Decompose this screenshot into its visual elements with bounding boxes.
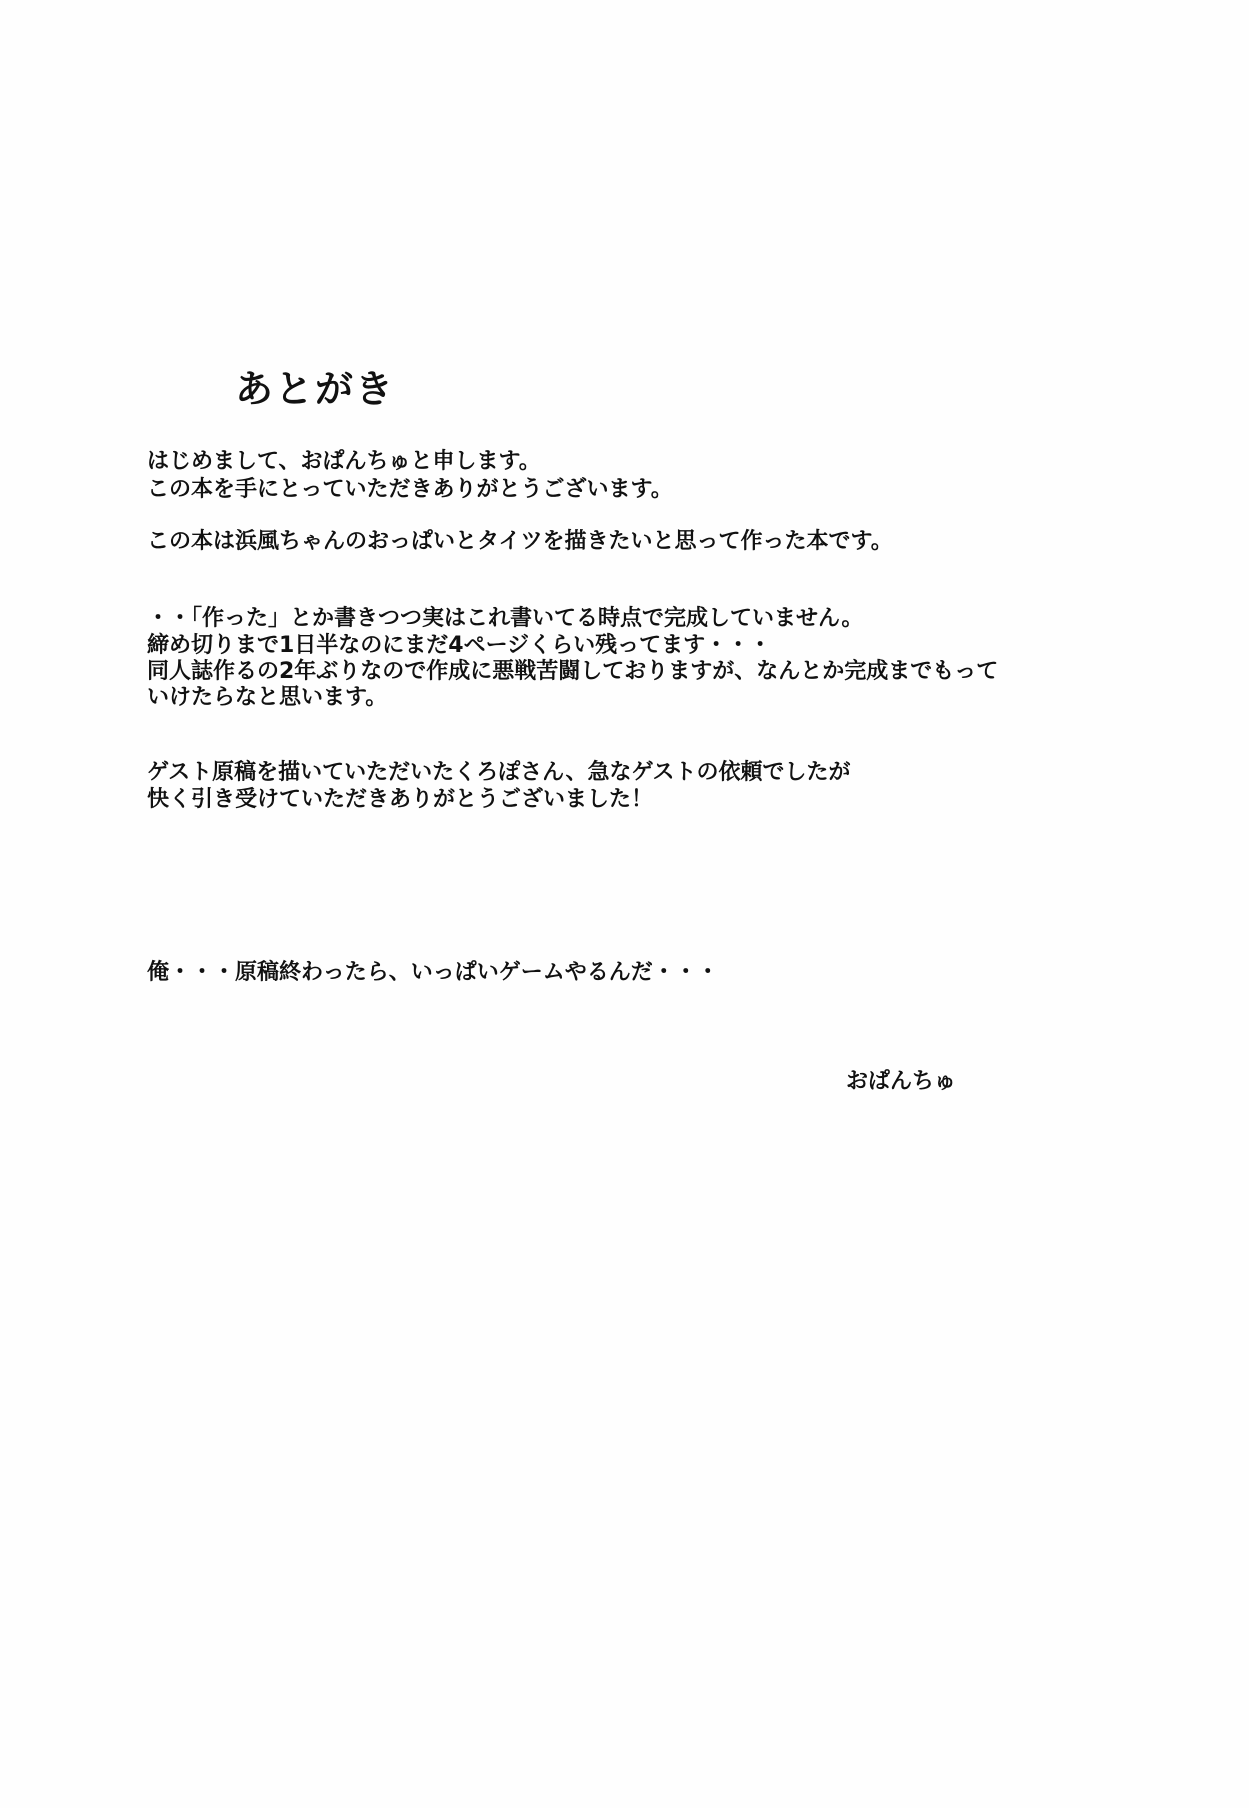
author-signature: おぱんちゅ [846,1069,957,1094]
page-title: あとがき [235,367,396,411]
text-line: ・・「作った」とか書きつつ実はこれ書いてる時点で完成していません。 [147,606,864,631]
text-line: 俺・・・原稿終わったら、いっぱいゲームやるんだ・・・ [147,960,719,985]
text-line: 締め切りまで1日半なのにまだ4ページくらい残ってます・・・ [147,633,772,658]
text-line: ゲスト原稿を描いていただいたくろぽさん、急なゲストの依頼でしたが [147,760,851,785]
text-line: 快く引き受けていただきありがとうございました！ [147,787,654,812]
text-line: この本は浜風ちゃんのおっぱいとタイツを描きたいと思って作った本です。 [147,529,893,554]
text-line: 同人誌作るの2年ぶりなので作成に悪戦苦闘しておりますが、なんとか完成までもって [147,659,999,684]
text-line: いけたらなと思います。 [147,685,388,710]
text-line: はじめまして、おぱんちゅと申します。 [147,449,541,474]
text-line: この本を手にとっていただきありがとうございます。 [147,477,673,502]
